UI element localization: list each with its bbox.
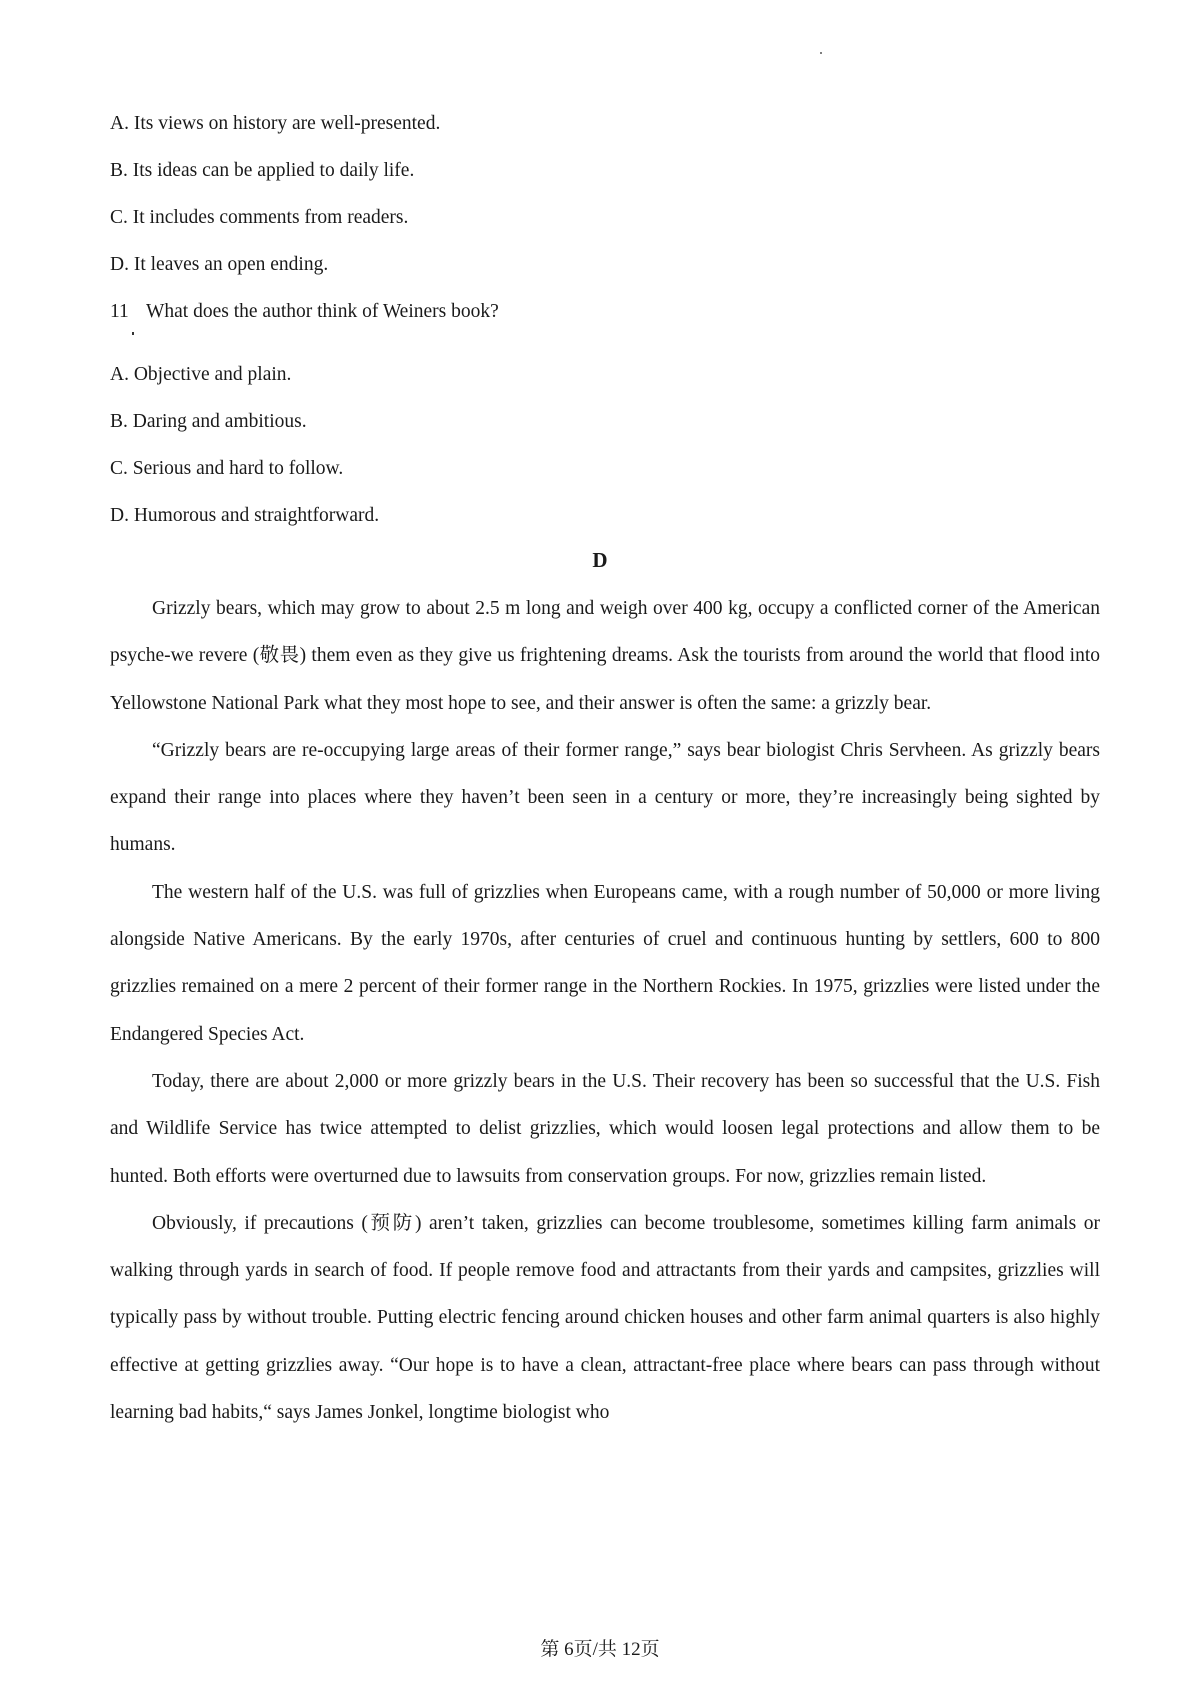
question-11-number: 11 — [110, 301, 129, 322]
paragraph-5: Obviously, if precautions (预防) aren’t taken, grizzlies can become troublesome, sometimes killing farm animals or walking through yards in search of food. If people remove food and attractants from their yards and campsites, grizzlies will typically pass by without trouble. Putting electric fencing around chicken houses and other farm animal quarters is also highly effective at getting grizzlies away. “Our hope is to have a clean, attractant-free place where bears can pass through without learning bad habits,“ says James Jonkel, longtime biologist who — [110, 1212, 1100, 1424]
paragraph-3: The western half of the U.S. was full of grizzlies when Europeans came, with a rough number of 50,000 or more living alongside Native Americans. By the early 1970s, after centuries of cruel and continuous hunting by settlers, 600 to 800 grizzlies remained on a mere 2 percent of their former range in the Northern Rockies. In 1975, grizzlies were listed under the Endangered Species Act. — [110, 881, 1100, 1045]
q10-option-b: B. Its ideas can be applied to daily life. — [110, 160, 415, 181]
paragraph-4: Today, there are about 2,000 or more grizzly bears in the U.S. Their recovery has been so successful that the U.S. Fish and Wildlife Service has twice attempted to delist grizzlies, which would loosen legal protections and allow them to be hunted. Both efforts were overturned due to lawsuits from conservation groups. For now, grizzlies remain listed. — [110, 1070, 1100, 1187]
question-11 — [110, 288, 1100, 335]
q10-option-d: D. It leaves an open ending. — [110, 254, 329, 275]
page-footer: 第 6页/共 12页 — [540, 1639, 660, 1660]
q11-option-b: B. Daring and ambitious. — [110, 411, 307, 432]
q11-option-c: C. Serious and hard to follow. — [110, 458, 344, 479]
spacer — [110, 335, 1100, 351]
q10-option-c: C. It includes comments from readers. — [110, 207, 409, 228]
question-11-text: What does the author think of Weiners book? — [146, 301, 499, 322]
question-number-dot — [132, 332, 134, 335]
paragraph-1: Grizzly bears, which may grow to about 2.5 m long and weigh over 400 kg, occupy a conflicted corner of the American psyche-we revere (敬畏) them even as they give us frightening dreams. Ask the tourists from around the world that flood into Yellowstone National Park what they most hope to see, and their answer is often the same: a grizzly bear. — [110, 598, 1100, 714]
reading-passage — [110, 585, 1100, 1436]
q11-option-a: A. Objective and plain. — [110, 364, 292, 385]
q10-option-a: A. Its views on history are well-presented. — [110, 113, 441, 134]
paragraph-2: “Grizzly bears are re-occupying large areas of their former range,” says bear biologist Chris Servheen. As grizzly bears expand their range into places where they haven’t been seen in a century or more, they’re increasingly being sighted by humans. — [110, 739, 1100, 856]
section-heading: D — [592, 548, 608, 572]
q11-option-d: D. Humorous and straightforward. — [110, 505, 380, 526]
question-options-block — [110, 100, 1100, 539]
page-mark — [820, 52, 822, 54]
